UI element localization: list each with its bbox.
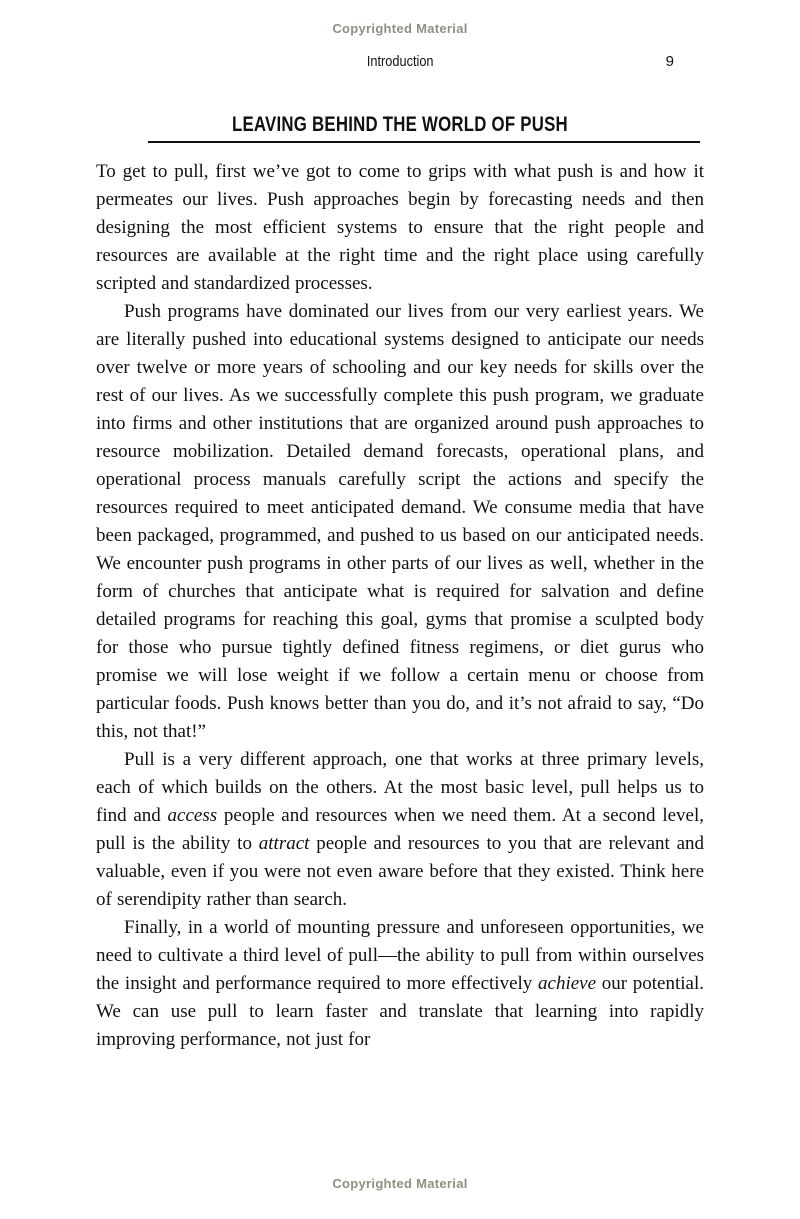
text-segment: Push programs have dominated our lives from our very earliest years. We are literally pushed into educational systems designed to anticipate our needs over twelve or more years of schooling and our key needs for skills over the rest of our lives. As we successfully complete this push program, we graduate into firms and other institutions that are organized around push approaches to resource mobilization. Detailed demand forecasts, operational plans, and operational process manuals carefully script the actions and specify the resources required to meet anticipated demand. We consume media that have been packaged, programmed, and pushed to us based on our anticipated needs. We encounter push programs in other parts of our lives as well, whether in the form of churches that anticipate what is required for salvation and define detailed programs for reaching this goal, gyms that promise a sculpted body for those who pursue tightly defined fitness regimens, or diet gurus who promise we will lose weight if we follow a certain menu or choose from particular foods. Push knows better than you do, and it’s not afraid to say, “Do this, not that!” — [96, 301, 704, 742]
heading-underline — [148, 141, 700, 143]
paragraph-4 — [96, 914, 704, 1054]
text-segment-italic: access — [167, 805, 218, 826]
copyright-notice-bottom: Copyrighted Material — [332, 1176, 468, 1191]
text-segment: people and resources when we need them. At a second level, pull is the ability to — [96, 805, 704, 854]
paragraph-3 — [96, 746, 704, 914]
text-segment: our potential. We can use pull to learn faster and translate that learning into rapidly improving performance, not just for — [96, 973, 704, 1050]
chapter-title: Introduction — [366, 53, 434, 70]
text-segment: Pull is a very different approach, one that works at three primary levels, each of which builds on the others. At the most basic level, pull helps us to find and — [96, 749, 704, 826]
section-heading-wrap — [96, 113, 704, 137]
section-heading: LEAVING BEHIND THE WORLD OF PUSH — [232, 113, 568, 136]
text-segment-italic: achieve — [538, 973, 597, 994]
text-segment: Finally, in a world of mounting pressure and unforeseen opportunities, we need to cultivate a third level of pull—the ability to pull from within ourselves the insight and performance required to more effectively — [96, 917, 704, 994]
copyright-notice-top: Copyrighted Material — [332, 21, 468, 36]
body-text — [96, 158, 704, 1054]
running-header — [96, 53, 704, 70]
paragraph-2 — [96, 298, 704, 746]
text-segment-italic: attract — [258, 833, 310, 854]
paragraph-1 — [96, 158, 704, 298]
text-segment: To get to pull, first we’ve got to come to grips with what push is and how it permeates our lives. Push approaches begin by forecasting needs and then designing the most efficient systems to ensure that the right people and resources are available at the right time and the right place using carefully scripted and standardized processes. — [96, 161, 704, 294]
text-segment: people and resources to you that are relevant and valuable, even if you were not even aware before that they existed. Think here of serendipity rather than search. — [96, 833, 705, 910]
page-number: 9 — [665, 53, 674, 70]
